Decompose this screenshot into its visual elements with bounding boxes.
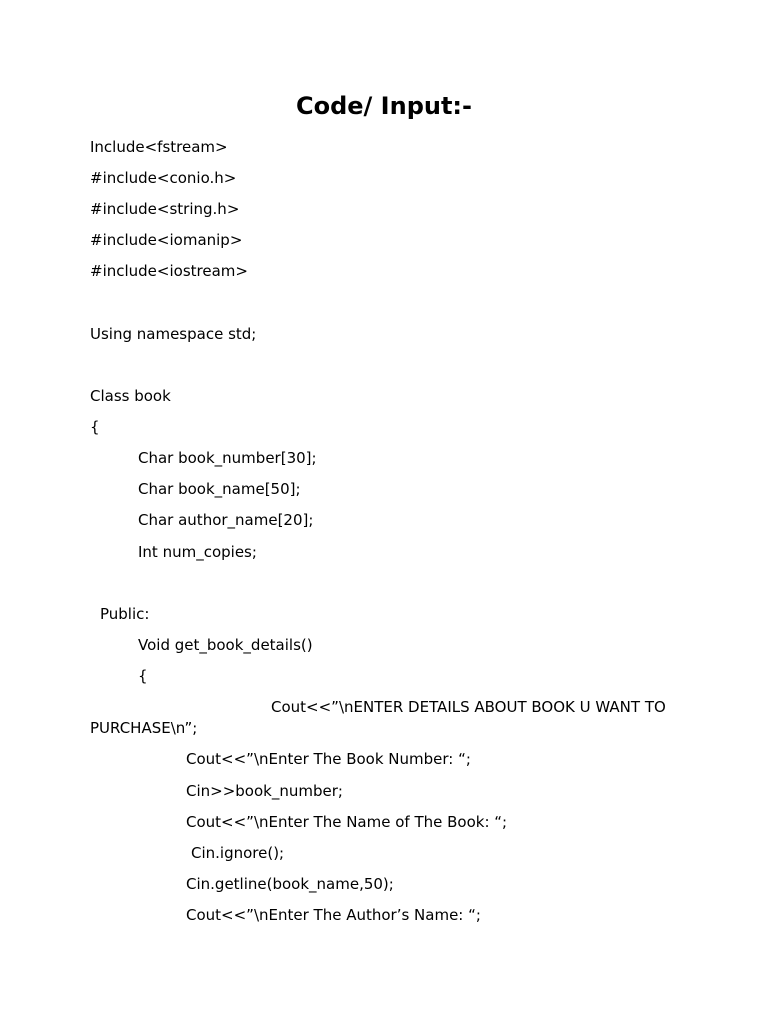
code-line: Cout<<”\nEnter The Name of The Book: “; — [186, 813, 508, 831]
code-line: Include<fstream> — [90, 138, 228, 156]
code-line: Void get_book_details() — [138, 636, 313, 654]
code-line: #include<iomanip> — [90, 231, 243, 249]
code-line: { — [90, 418, 100, 436]
code-line: #include<iostream> — [90, 262, 248, 280]
page-title: Code/ Input:- — [296, 92, 472, 120]
code-line: Cout<<”\nEnter The Book Number: “; — [186, 750, 471, 768]
code-line: #include<string.h> — [90, 200, 240, 218]
code-line: Using namespace std; — [90, 325, 257, 343]
code-line: Public: — [100, 605, 150, 623]
code-line: Char book_name[50]; — [138, 480, 301, 498]
code-line: Cin.getline(book_name,50); — [186, 875, 394, 893]
code-line: Cout<<”\nENTER DETAILS ABOUT BOOK U WANT TO — [271, 698, 666, 716]
code-line: Cout<<”\nEnter The Author’s Name: “; — [186, 906, 481, 924]
code-line: Class book — [90, 387, 171, 405]
code-line: Char book_number[30]; — [138, 449, 317, 467]
code-line: Cin.ignore(); — [191, 844, 285, 862]
code-line: Cin>>book_number; — [186, 782, 343, 800]
code-line: Char author_name[20]; — [138, 511, 314, 529]
code-line: PURCHASE\n”; — [90, 719, 198, 737]
code-line: { — [138, 667, 148, 685]
code-line: #include<conio.h> — [90, 169, 237, 187]
code-line: Int num_copies; — [138, 543, 257, 561]
